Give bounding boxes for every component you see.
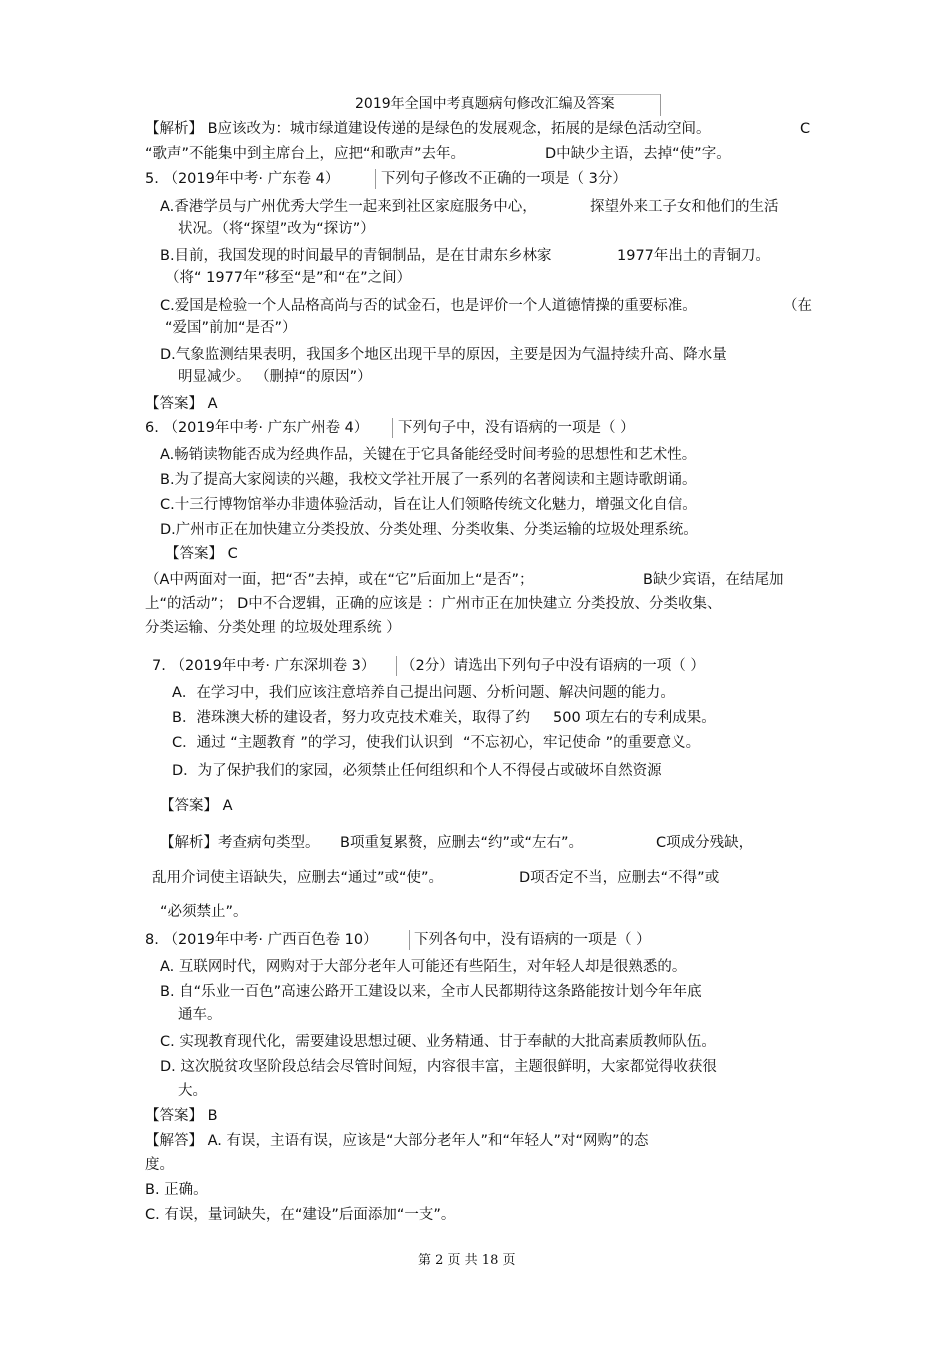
q6-option-b: B.为了提高大家阅读的兴趣，我校文学社开展了一系列的名著阅读和主题诗歌朗诵。: [160, 472, 697, 488]
q8-solution-b: B. 正确。: [145, 1182, 208, 1198]
q5-stem: 下列句子修改不正确的一项是（ 3分）: [381, 171, 627, 187]
q7-answer: 【答案】 A: [160, 798, 233, 814]
q6-explanation-1: （A中两面对一面，把“否”去掉，或在“它”后面加上“是否”；: [145, 572, 534, 588]
q7-option-d: D．为了保护我们的家园，必须禁止任何组织和个人不得侵占或破坏自然资源: [172, 763, 662, 779]
q5-answer: 【答案】 A: [145, 396, 218, 412]
title-frame-top: [590, 94, 660, 95]
q7-analysis-3: “必须禁止”。: [160, 904, 248, 920]
q8-option-c: C. 实现教育现代化，需要建设思想过硬、业务精通、甘于奉献的大批高素质教师队伍。: [160, 1034, 716, 1050]
q8-source: 8. （2019年中考· 广西百色卷 10）: [145, 932, 378, 948]
q8-solution-c: C. 有误，量词缺失，在“建设”后面添加“一支”。: [145, 1207, 456, 1223]
page-footer: 第 2 页 共 18 页: [418, 1253, 516, 1268]
analysis-line-2: “歌声”不能集中到主席台上，应把“和歌声”去年。: [145, 146, 466, 162]
q5-option-a: A.香港学员与广州优秀大学生一起来到社区家庭服务中心，: [160, 199, 537, 215]
analysis-line-1-c: C: [800, 121, 811, 137]
q6-explanation-1-cont: B缺少宾语，在结尾加: [643, 572, 784, 588]
q5-option-d-line2: 明显减少。 （删掉“的原因”）: [178, 369, 372, 385]
q6-option-a: A.畅销读物能否成为经典作品，关键在于它具备能经受时间考验的思想性和艺术性。: [160, 447, 697, 463]
q7-analysis-1-b: B项重复累赘，应删去“约”或“左右”。: [340, 835, 583, 851]
q7-option-b-cont: 500 项左右的专利成果。: [553, 710, 716, 726]
q5-option-a-cont: 探望外来工子女和他们的生活: [590, 199, 779, 215]
q6-option-d: D.广州市正在加快建立分类投放、分类处理、分类收集、分类运输的垃圾处理系统。: [160, 522, 698, 538]
q7-source: 7. （2019年中考· 广东深圳卷 3）: [152, 658, 376, 674]
q5-option-c-cont: （在: [783, 298, 812, 314]
q7-option-a: A．在学习中，我们应该注意培养自己提出问题、分析问题、解决问题的能力。: [172, 685, 675, 701]
q7-analysis-2: 乱用介词使主语缺失，应删去“通过”或“使”。: [152, 870, 444, 886]
q8-option-b-line2: 通车。: [178, 1007, 222, 1023]
q8-solution-1-line2: 度。: [145, 1157, 174, 1173]
q7-analysis-2-d: D项否定不当，应删去“不得”或: [519, 870, 720, 886]
q7-option-b: B．港珠澳大桥的建设者，努力攻克技术难关，取得了约: [172, 710, 530, 726]
q5-source: 5. （2019年中考· 广东卷 4）: [145, 171, 340, 187]
q8-option-a: A. 互联网时代，网购对于大部分老年人可能还有些陌生，对年轻人却是很熟悉的。: [160, 959, 687, 975]
q6-stem: 下列句子中，没有语病的一项是（ ）: [398, 420, 635, 436]
q8-stem: 下列各句中，没有语病的一项是（ ）: [414, 932, 651, 948]
q8-option-b: B. 自“乐业一百色”高速公路开工建设以来，全市人民都期待这条路能按计划今年年底: [160, 984, 702, 1000]
q5-option-a-line2: 状况。（将“探望”改为“探访”）: [178, 221, 375, 237]
q7-divider: [396, 656, 397, 676]
q5-option-b-line2: （将“ 1977年”移至“是”和“在”之间）: [165, 270, 412, 286]
q6-option-c: C.十三行博物馆举办非遗体验活动，旨在让人们领略传统文化魅力，增强文化自信。: [160, 497, 697, 513]
analysis-line-2-d: D中缺少主语，去掉“使”字。: [545, 146, 731, 162]
q8-answer: 【答案】 B: [145, 1108, 218, 1124]
document-title: 2019年全国中考真题病句修改汇编及答案: [355, 96, 615, 112]
q5-divider: [375, 169, 376, 189]
q5-option-b: B.目前，我国发现的时间最早的青铜制品，是在甘肃东乡林家: [160, 248, 552, 264]
analysis-line-1: 【解析】 B应该改为：城市绿道建设传递的是绿色的发展观念，拓展的是绿色活动空间。: [145, 121, 711, 137]
q8-option-d: D. 这次脱贫攻坚阶段总结会尽管时间短，内容很丰富，主题很鲜明，大家都觉得收获很: [160, 1059, 717, 1075]
q7-analysis-1: 【解析】考查病句类型。: [160, 835, 320, 851]
q5-option-d: D.气象监测结果表明，我国多个地区出现干旱的原因，主要是因为气温持续升高、降水量: [160, 347, 727, 363]
q7-stem: （2分）请选出下列句子中没有语病的一项（ ）: [401, 658, 705, 674]
q5-option-c: C.爱国是检验一个人品格高尚与否的试金石，也是评价一个人道德情操的重要标准。: [160, 298, 697, 314]
q8-option-d-line2: 大。: [178, 1083, 207, 1099]
q7-option-c-cont: “不忘初心，牢记使命 ”的重要意义。: [463, 735, 701, 751]
title-frame-right: [660, 94, 661, 116]
q8-solution-1: 【解答】 A. 有误，主语有误，应该是“大部分老年人”和“年轻人”对“网购”的态: [145, 1133, 649, 1149]
q5-option-c-line2: “爱国”前加“是否”）: [165, 320, 297, 336]
q6-source: 6. （2019年中考· 广东广州卷 4）: [145, 420, 369, 436]
q5-option-b-cont: 1977年出土的青铜刀。: [617, 248, 770, 264]
q6-explanation-2: 上“的活动”； D中不合逻辑，正确的应该是 ：广州市正在加快建立 分类投放、分类收集、: [145, 596, 722, 612]
q6-divider: [392, 418, 393, 438]
q7-analysis-1-c: C项成分残缺，: [656, 835, 754, 851]
q6-explanation-3: 分类运输、分类处理 的垃圾处理系统 ）: [145, 620, 401, 636]
q6-answer: 【答案】 C: [165, 546, 238, 562]
q7-option-c: C．通过 “主题教育 ”的学习，使我们认识到: [172, 735, 453, 751]
q8-divider: [409, 930, 410, 950]
